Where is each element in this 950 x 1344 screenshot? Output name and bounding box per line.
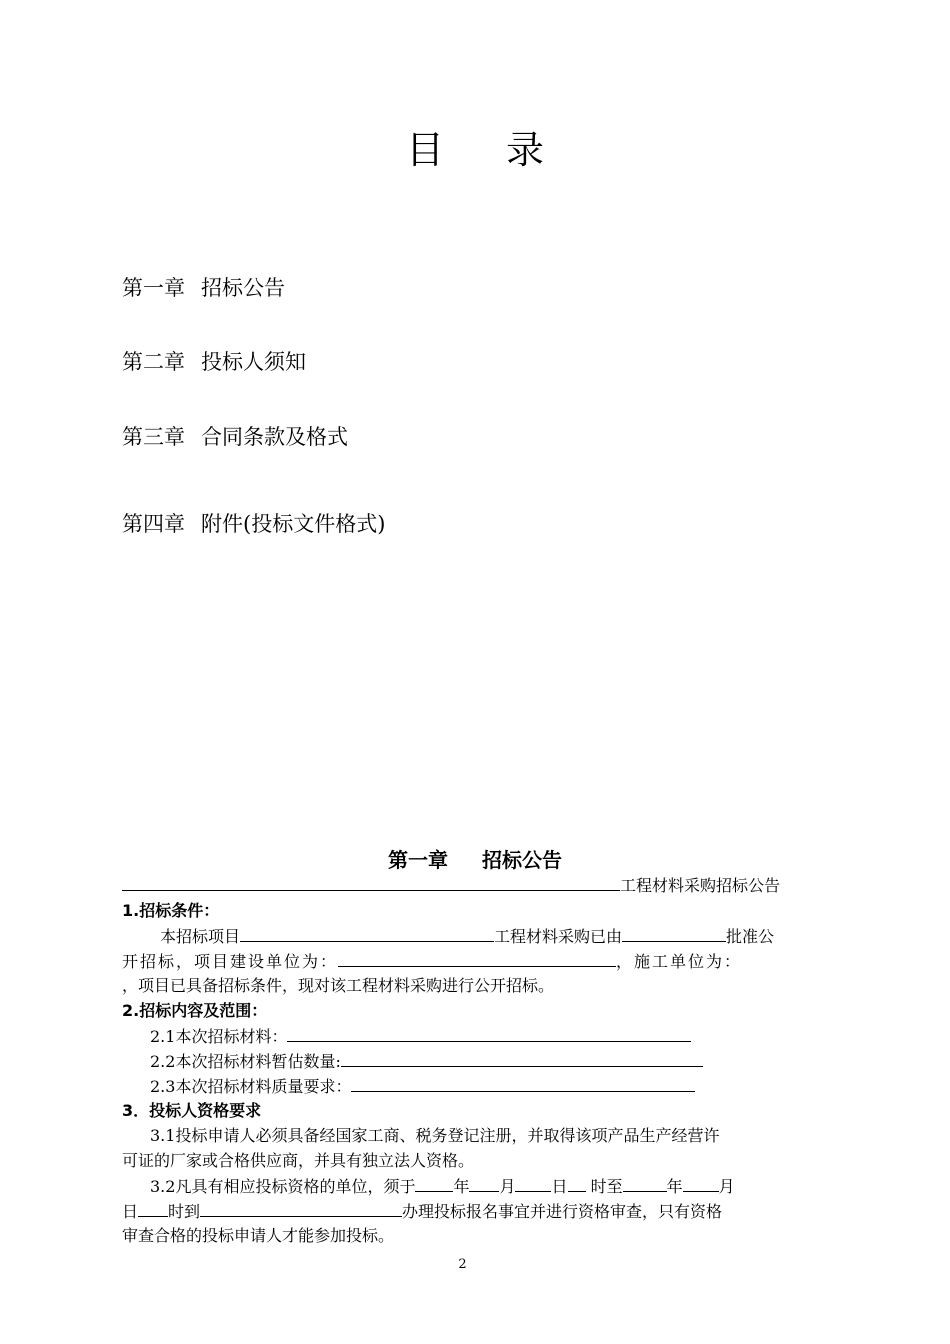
chapter-title: 第一章 招标公告 — [388, 848, 562, 872]
paragraph-line: 开招标，项目建设单位为： ，施工单位为： — [122, 949, 742, 974]
toc-item: 第一章 招标公告 — [122, 276, 285, 300]
paragraph-line: 3.2凡具有相应投标资格的单位，须于 年 月 日 时至 年 月 — [150, 1174, 735, 1199]
paragraph-line: 本招标项目 工程材料采购已由 批准公 — [160, 924, 774, 949]
toc-item: 第三章 合同条款及格式 — [122, 425, 348, 449]
form-line: 2.1本次招标材料： — [150, 1024, 691, 1049]
paragraph-line: 日 时到 办理投标报名事宜并进行资格审查，只有资格 — [122, 1199, 722, 1224]
notice-title-line: 工程材料采购招标公告 — [122, 873, 780, 898]
page-number: 2 — [458, 1257, 467, 1272]
section-heading: 1.招标条件： — [122, 901, 220, 920]
toc-item: 第二章 投标人须知 — [122, 350, 306, 374]
section-heading: 3．投标人资格要求 — [122, 1101, 262, 1120]
form-line: 2.2本次招标材料暂估数量: — [150, 1049, 703, 1074]
toc-item: 第四章 附件(投标文件格式) — [122, 512, 386, 536]
section-heading: 2.招标内容及范围： — [122, 1001, 268, 1020]
paragraph-line: 可证的厂家或合格供应商，并具有独立法人资格。 — [122, 1151, 475, 1170]
paragraph-line: 3.1投标申请人必须具备经国家工商、税务登记注册，并取得该项产品生产经营许 — [150, 1126, 720, 1145]
paragraph-line: 审查合格的投标申请人才能参加投标。 — [122, 1226, 395, 1245]
toc-title: 目 录 — [405, 128, 545, 172]
paragraph-line: ，项目已具备招标条件，现对该工程材料采购进行公开招标。 — [122, 976, 555, 995]
form-line: 2.3本次招标材料质量要求： — [150, 1074, 695, 1099]
